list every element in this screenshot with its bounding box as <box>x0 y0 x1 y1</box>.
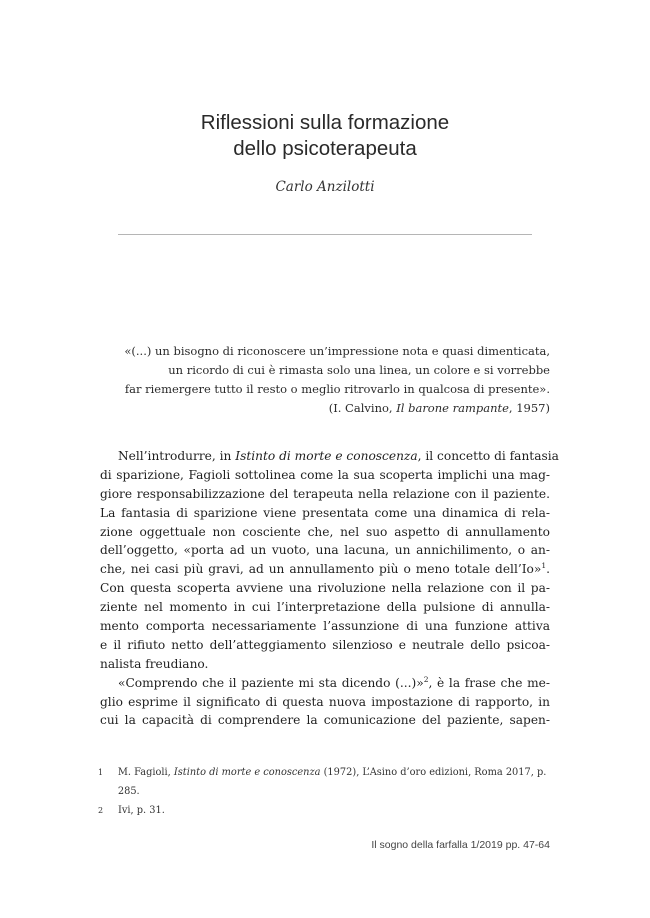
body-text <box>100 447 559 730</box>
footnote-number: 1 <box>98 768 104 777</box>
body-line <box>100 447 559 466</box>
body-line: zione oggettuale non cosciente che, nel suo aspetto di annullamento <box>100 524 550 539</box>
title-divider <box>118 234 532 235</box>
body-text-span: , è la frase che me- <box>428 675 550 690</box>
journal-footer: Il sogno della farfalla 1/2019 pp. 47-64 <box>371 839 550 851</box>
epigraph-source <box>120 399 550 418</box>
title-line-2: dello psicoterapeuta <box>233 137 417 160</box>
body-text-span: Nell’introdurre, in <box>118 449 236 463</box>
footnote-2 <box>98 801 568 820</box>
footnotes <box>98 763 568 820</box>
footnote-number: 2 <box>98 806 104 815</box>
body-text-span: «Comprendo che il paziente mi sta dicendo (...)» <box>118 675 424 690</box>
footnote-text-pre: M. Fagioli, <box>117 767 174 778</box>
epigraph-source-pre: (I. Calvino, <box>328 401 397 416</box>
footnote-1 <box>98 763 568 801</box>
footnote-book-title: Istinto di morte e conoscenza <box>173 767 321 778</box>
body-line: La fantasia di sparizione viene presentata come una dinamica di rela- <box>100 505 550 520</box>
body-text-span: , il concetto di fantasia <box>417 449 559 463</box>
epigraph-line-2: un ricordo di cui è rimasta solo una linea, un colore e si vorrebbe <box>168 362 550 377</box>
body-line: mento comporta necessariamente l’assunzione di una funzione attiva <box>100 619 550 634</box>
epigraph-line-1: «(...) un bisogno di riconoscere un’impressione nota e quasi dimenticata, <box>124 344 550 358</box>
book-title-italic: Istinto di morte e conoscenza <box>235 449 418 463</box>
body-line: ziente nel momento in cui l’interpretazione della pulsione di annulla- <box>100 600 550 615</box>
epigraph <box>120 342 550 418</box>
body-line: Con questa scoperta avviene una rivoluzione nella relazione con il pa- <box>100 581 550 596</box>
title-line-1: Riflessioni sulla formazione <box>200 111 450 134</box>
body-text-span: che, nei casi più gravi, ad un annullamento più o meno totale dell’Io» <box>100 562 542 577</box>
body-line <box>100 674 550 693</box>
footnote-ref-1[interactable]: 1 <box>541 561 547 571</box>
footnote-text: Ivi, p. 31. <box>118 805 165 816</box>
body-text-span: . <box>546 562 550 577</box>
body-line: dell’oggetto, «porta ad un vuoto, una lacuna, un annichilimento, o an- <box>100 543 550 558</box>
epigraph-source-title: Il barone rampante <box>396 401 509 416</box>
body-line: e il rifiuto netto dell’atteggiamento silenzioso e neutrale dello psicoa- <box>100 637 550 652</box>
author-name: Carlo Anzilotti <box>275 179 375 195</box>
footnote-ref-2[interactable]: 2 <box>423 674 429 684</box>
epigraph-source-post: , 1957) <box>508 401 550 416</box>
article-title <box>0 110 650 162</box>
body-line: giore responsabilizzazione del terapeuta nella relazione con il paziente. <box>100 486 550 501</box>
body-line: glio esprime il significato di questa nuova impostazione di rapporto, in <box>100 694 550 709</box>
footnote-text-post: (1972), L’Asino d’oro edizioni, Roma 2017, p. 285. <box>117 767 547 797</box>
footnote-text <box>118 763 568 801</box>
body-line: cui la capacità di comprendere la comunicazione del paziente, sapen- <box>100 713 550 728</box>
body-line: nalista freudiano. <box>100 656 209 671</box>
body-line: di sparizione, Fagioli sottolinea come la sua scoperta implichi una mag- <box>100 467 550 482</box>
body-line <box>100 560 550 579</box>
epigraph-line-3: far riemergere tutto il resto o meglio ritrovarlo in qualcosa di presente». <box>124 381 550 396</box>
